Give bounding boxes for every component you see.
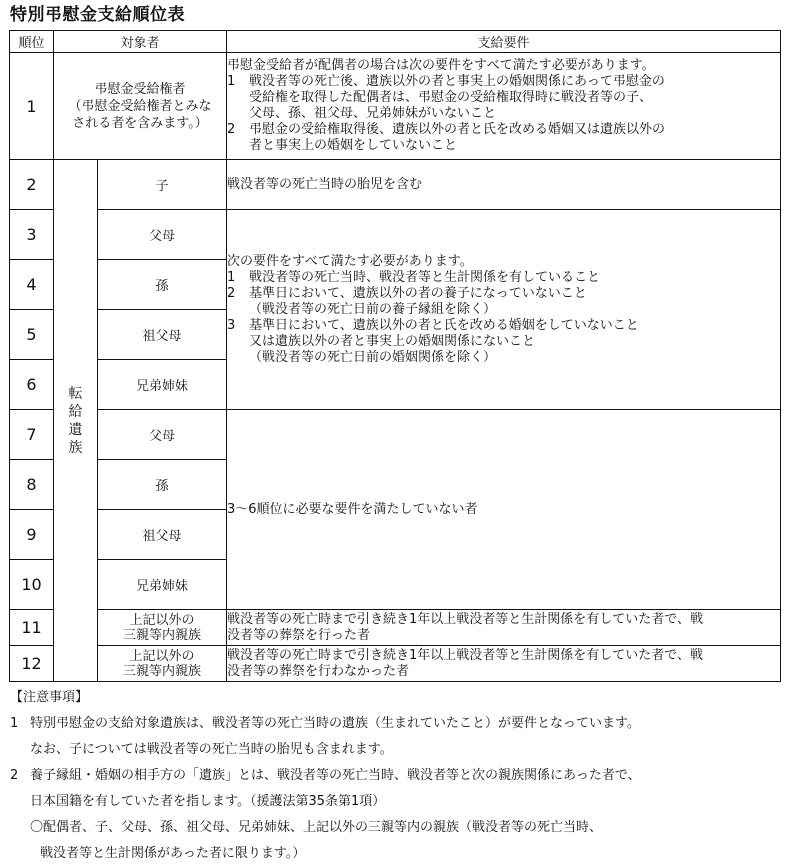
rank-cell: 6 <box>10 360 54 410</box>
target-cell: 子 <box>98 160 227 210</box>
requirement-line: 者と事実上の婚姻をしていないこと <box>249 138 458 153</box>
table-row <box>10 610 781 646</box>
table-row <box>10 53 781 160</box>
note-item: 1 特別弔慰金の支給対象遺族は、戦没者等の死亡当時の遺族（生まれていたこと）が要件となっています。 <box>10 716 640 731</box>
table-header-row <box>10 31 781 53</box>
target-line: （弔慰金受給権者とみな <box>68 98 212 114</box>
table-row <box>10 410 781 460</box>
requirement-cell <box>227 646 781 682</box>
target-cell: 孫 <box>98 460 227 510</box>
target-line: 上記以外の <box>129 648 195 664</box>
target-cell <box>98 610 227 646</box>
group-label: 転給遺族 <box>68 385 83 456</box>
requirement-line: 没者等の葬祭を行わなかった者 <box>227 663 410 679</box>
rank-cell: 7 <box>10 410 54 460</box>
target-cell: 兄弟姉妹 <box>98 360 227 410</box>
requirement-line: 没者等の葬祭を行った者 <box>227 627 371 643</box>
target-cell: 父母 <box>98 410 227 460</box>
requirement-line: 戦没者等の死亡時まで引き続き1年以上戦没者等と生計関係を有していた者で、戦 <box>227 647 704 663</box>
target-line: 三親等内親族 <box>123 627 202 643</box>
requirement-cell: 3～6順位に必要な要件を満たしていない者 <box>227 410 781 610</box>
target-cell <box>54 53 227 160</box>
target-line: 上記以外の <box>129 612 195 628</box>
requirement-item: 1 戦没者等の死亡後、遺族以外の者と事実上の婚姻関係にあって弔慰金の <box>227 74 665 89</box>
rank-cell: 9 <box>10 510 54 560</box>
target-cell: 父母 <box>98 210 227 260</box>
page-title: 特別弔慰金支給順位表 <box>10 5 185 25</box>
requirement-line: 父母、孫、祖父母、兄弟姉妹がいないこと <box>249 106 497 121</box>
note-line: 〇配偶者、子、父母、孫、祖父母、兄弟姉妹、上記以外の三親等内の親族（戦没者等の死亡当時、 <box>30 820 603 835</box>
requirement-line: （戦没者等の死亡日前の婚姻関係を除く） <box>249 349 497 365</box>
target-cell: 祖父母 <box>98 310 227 360</box>
header-requirement: 支給要件 <box>227 31 781 53</box>
note-line: なお、子については戦没者等の死亡当時の胎児も含まれます。 <box>30 742 393 757</box>
target-cell: 孫 <box>98 260 227 310</box>
note-line: 戦没者等と生計関係があった者に限ります。） <box>40 846 306 861</box>
notes-section <box>10 685 780 866</box>
requirement-item: 1 戦没者等の死亡当時、戦没者等と生計関係を有していること <box>227 269 601 285</box>
requirement-cell <box>227 210 781 410</box>
group-cell-transfer-survivors <box>54 160 98 682</box>
note-line: 日本国籍を有していた者を指します。（援護法第35条第1項） <box>30 794 386 809</box>
requirement-line: 戦没者等の死亡時まで引き続き1年以上戦没者等と生計関係を有していた者で、戦 <box>227 611 704 627</box>
rank-cell: 1 <box>10 53 54 160</box>
target-cell <box>98 646 227 682</box>
requirement-intro: 次の要件をすべて満たす必要があります。 <box>227 253 473 269</box>
target-cell: 兄弟姉妹 <box>98 560 227 610</box>
requirement-item: 2 基準日において、遺族以外の者の養子になっていないこと <box>227 285 587 301</box>
requirement-item: 2 弔慰金の受給権取得後、遺族以外の者と氏を改める婚姻又は遺族以外の <box>227 122 666 137</box>
rank-cell: 3 <box>10 210 54 260</box>
table-row <box>10 646 781 682</box>
target-line: 三親等内親族 <box>123 663 202 679</box>
requirement-intro: 弔慰金受給者が配偶者の場合は次の要件をすべて満たす必要があります。 <box>227 58 655 73</box>
requirement-cell: 戦没者等の死亡当時の胎児を含む <box>227 160 781 210</box>
rank-cell: 10 <box>10 560 54 610</box>
requirement-cell <box>227 53 781 160</box>
header-target: 対象者 <box>54 31 227 53</box>
rank-cell: 12 <box>10 646 54 682</box>
note-item: 2 養子縁組・婚姻の相手方の「遺族」とは、戦没者等の死亡当時、戦没者等と次の親族関係にあった者で、 <box>10 768 641 783</box>
target-line: される者を含みます。） <box>72 115 208 131</box>
requirement-line: 又は遺族以外の者と事実上の婚姻関係にないこと <box>249 333 536 349</box>
rank-cell: 8 <box>10 460 54 510</box>
requirement-item: 3 基準日において、遺族以外の者と氏を改める婚姻をしていないこと <box>227 317 639 333</box>
rank-cell: 11 <box>10 610 54 646</box>
rank-cell: 4 <box>10 260 54 310</box>
rank-cell: 2 <box>10 160 54 210</box>
header-rank: 順位 <box>10 31 54 53</box>
requirement-line: 受給権を取得した配偶者は、弔慰金の受給権取得時に戦没者等の子、 <box>249 90 653 105</box>
requirement-line: （戦没者等の死亡日前の養子縁組を除く） <box>249 301 497 317</box>
table-row <box>10 160 781 210</box>
rank-cell: 5 <box>10 310 54 360</box>
notes-heading: 【注意事項】 <box>10 690 89 705</box>
target-cell: 祖父母 <box>98 510 227 560</box>
target-line: 弔慰金受給権者 <box>94 81 186 97</box>
payment-order-table <box>9 30 781 682</box>
requirement-cell <box>227 610 781 646</box>
table-row <box>10 210 781 260</box>
